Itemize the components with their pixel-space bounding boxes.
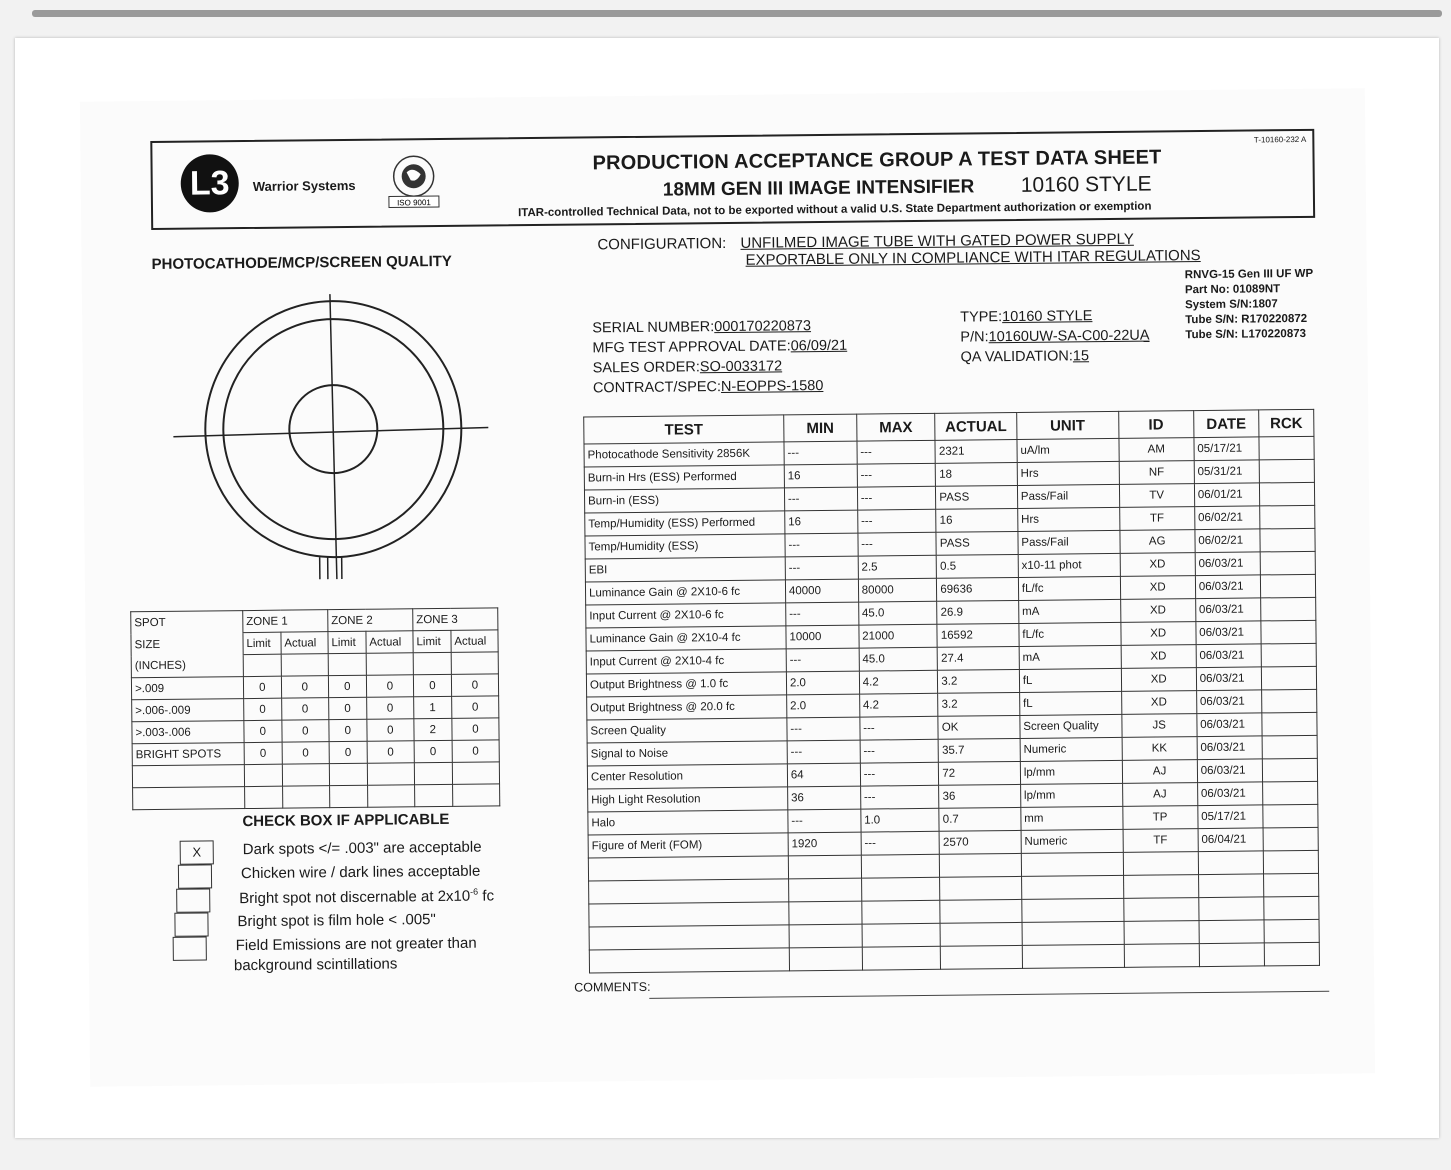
table-cell: 45.0 bbox=[859, 647, 938, 671]
sheet-style: 10160 STYLE bbox=[1020, 172, 1152, 197]
table-cell: Numeric bbox=[1020, 737, 1122, 761]
table-cell bbox=[861, 877, 940, 901]
spot-cell: 0 bbox=[451, 674, 498, 696]
table-cell: OK bbox=[938, 715, 1020, 739]
table-cell bbox=[1263, 827, 1318, 851]
table-cell: --- bbox=[857, 440, 936, 464]
table-cell: AG bbox=[1120, 530, 1195, 554]
spot-cell bbox=[329, 785, 367, 807]
spot-cell: >.009 bbox=[131, 677, 243, 700]
table-cell: 2321 bbox=[935, 439, 1017, 463]
table-cell: --- bbox=[861, 831, 940, 855]
spot-cell: 0 bbox=[452, 740, 499, 762]
table-cell bbox=[1199, 920, 1265, 944]
spot-cell: 0 bbox=[328, 675, 366, 697]
table-cell bbox=[788, 855, 861, 879]
table-cell: Luminance Gain @ 2X10-4 fc bbox=[586, 626, 786, 651]
table-cell: 3.2 bbox=[938, 692, 1020, 716]
spot-cell: 0 bbox=[243, 676, 281, 698]
table-cell: --- bbox=[860, 716, 939, 740]
table-cell: fL/fc bbox=[1019, 622, 1121, 646]
table-cell: XD bbox=[1120, 622, 1195, 646]
table-cell: 16 bbox=[936, 508, 1018, 532]
spot-cell: 0 bbox=[244, 720, 282, 742]
table-cell: --- bbox=[784, 441, 857, 465]
table-cell: --- bbox=[785, 556, 858, 580]
table-cell bbox=[589, 902, 789, 927]
l3-logo: L3 bbox=[180, 154, 239, 213]
table-cell: --- bbox=[786, 602, 859, 626]
table-cell bbox=[1262, 735, 1317, 759]
part-number: 10160UW-SA-C00-22UA bbox=[988, 327, 1150, 346]
column-header-actual: ACTUAL bbox=[935, 412, 1017, 440]
table-cell: 2.5 bbox=[858, 555, 937, 579]
table-cell bbox=[789, 924, 862, 948]
table-cell: 45.0 bbox=[858, 601, 937, 625]
checkbox-label-2: Chicken wire / dark lines acceptable bbox=[240, 862, 481, 883]
table-cell: 05/17/21 bbox=[1198, 805, 1264, 829]
column-header-max: MAX bbox=[856, 413, 935, 441]
table-cell bbox=[861, 854, 940, 878]
spot-cell bbox=[367, 763, 414, 785]
photocathode-target-diagram bbox=[167, 287, 500, 590]
table-cell: JS bbox=[1121, 714, 1196, 738]
table-cell bbox=[940, 876, 1022, 900]
table-cell: --- bbox=[787, 740, 860, 764]
contract-spec: N-EOPPS-1580 bbox=[720, 377, 824, 396]
column-header-test: TEST bbox=[584, 415, 784, 444]
column-header-rck: RCK bbox=[1259, 409, 1314, 437]
checkbox-label-3: Bright spot not discernable at $2x10^{-6}$ fc bbox=[239, 886, 495, 908]
table-cell: 06/02/21 bbox=[1194, 506, 1260, 530]
spot-cell bbox=[414, 784, 452, 806]
table-cell: XD bbox=[1120, 553, 1195, 577]
table-cell: fL bbox=[1019, 691, 1121, 715]
type-value: 10160 STYLE bbox=[1002, 308, 1093, 326]
table-cell: fL/fc bbox=[1018, 576, 1120, 600]
comments-label: COMMENTS: bbox=[574, 979, 651, 995]
spot-cell: 0 bbox=[452, 718, 499, 740]
table-cell: 36 bbox=[787, 786, 860, 810]
spot-cell: >.006-.009 bbox=[132, 699, 244, 722]
spot-cell: 0 bbox=[366, 675, 413, 697]
table-cell bbox=[1124, 921, 1199, 945]
table-cell: x10-11 phot bbox=[1018, 553, 1120, 577]
table-cell bbox=[1198, 851, 1264, 875]
table-cell: 05/17/21 bbox=[1194, 437, 1260, 461]
table-cell bbox=[862, 900, 941, 924]
table-cell: 21000 bbox=[859, 624, 938, 648]
table-cell: --- bbox=[857, 509, 936, 533]
table-cell: mA bbox=[1018, 599, 1120, 623]
table-cell bbox=[1021, 875, 1123, 899]
column-header-unit: UNIT bbox=[1017, 411, 1119, 439]
table-cell: KK bbox=[1122, 737, 1197, 761]
table-cell bbox=[1261, 597, 1316, 621]
checkbox-section-title: CHECK BOX IF APPLICABLE bbox=[242, 810, 450, 831]
table-cell: --- bbox=[860, 762, 939, 786]
table-cell: EBI bbox=[585, 557, 785, 582]
table-cell: Luminance Gain @ 2X10-6 fc bbox=[585, 580, 785, 605]
table-cell: XD bbox=[1121, 645, 1196, 669]
table-cell bbox=[1199, 943, 1265, 967]
spot-cell bbox=[133, 787, 245, 810]
table-cell: 06/03/21 bbox=[1197, 736, 1263, 760]
table-cell: --- bbox=[860, 739, 939, 763]
table-cell: --- bbox=[788, 809, 861, 833]
spot-cell: 0 bbox=[281, 676, 328, 698]
table-cell: --- bbox=[787, 717, 860, 741]
column-header-date: DATE bbox=[1193, 410, 1259, 438]
table-cell: 06/02/21 bbox=[1195, 529, 1261, 553]
spot-size-table: SPOT ZONE 1 ZONE 2 ZONE 3 SIZE Limit Actual Limit Actual Limit Actual (INCHES) >.009 0 0 0 0 0 0 >.006-.009 0 0 0 0 1 0 >.003-.006 0 0 0 0 2 0 BRIGHT SPOTS 0 0 0 0 0 0 bbox=[130, 607, 500, 810]
checkbox-2[interactable] bbox=[178, 864, 212, 888]
table-cell bbox=[1263, 850, 1318, 874]
table-cell bbox=[1260, 528, 1315, 552]
checkbox-3[interactable] bbox=[176, 888, 210, 912]
table-cell bbox=[1123, 875, 1198, 899]
table-cell: 40000 bbox=[785, 579, 858, 603]
table-cell: 06/03/21 bbox=[1196, 621, 1262, 645]
table-cell: Figure of Merit (FOM) bbox=[588, 833, 788, 858]
table-cell: 16 bbox=[784, 464, 857, 488]
table-cell: Burn-in (ESS) bbox=[584, 488, 784, 513]
spot-row bbox=[133, 784, 500, 810]
table-cell bbox=[1260, 551, 1315, 575]
table-cell: 2.0 bbox=[787, 694, 860, 718]
table-cell bbox=[1261, 620, 1316, 644]
spot-cell: 1 bbox=[414, 696, 452, 718]
spot-cell bbox=[414, 762, 452, 784]
table-cell: 69636 bbox=[937, 577, 1019, 601]
zone-1-header: ZONE 1 bbox=[243, 610, 328, 633]
table-cell: 06/03/21 bbox=[1195, 598, 1261, 622]
table-cell: 06/03/21 bbox=[1196, 667, 1262, 691]
table-cell bbox=[788, 878, 861, 902]
table-cell bbox=[1198, 874, 1264, 898]
table-cell: 4.2 bbox=[859, 670, 938, 694]
spot-cell bbox=[452, 784, 499, 806]
itar-notice: ITAR-controlled Technical Data, not to be exported without a valid U.S. State Department authorization or exemption bbox=[518, 200, 1152, 220]
table-cell: 16 bbox=[785, 510, 858, 534]
table-cell: --- bbox=[784, 487, 857, 511]
sales-order: SO-0033172 bbox=[699, 358, 783, 376]
spot-cell bbox=[282, 764, 329, 786]
table-cell: --- bbox=[785, 533, 858, 557]
table-cell: 1920 bbox=[788, 832, 861, 856]
table-cell: 26.9 bbox=[937, 600, 1019, 624]
table-cell bbox=[941, 945, 1023, 969]
table-cell: 35.7 bbox=[938, 738, 1020, 762]
table-cell: PASS bbox=[936, 531, 1018, 555]
table-cell bbox=[589, 879, 789, 904]
sheet-title: PRODUCTION ACCEPTANCE GROUP A TEST DATA SHEET bbox=[592, 146, 1162, 175]
table-cell: lp/mm bbox=[1020, 760, 1122, 784]
table-cell bbox=[1264, 896, 1319, 920]
table-cell: 4.2 bbox=[859, 693, 938, 717]
table-cell: 36 bbox=[939, 784, 1021, 808]
table-cell: AJ bbox=[1122, 783, 1197, 807]
company-name: Warrior Systems bbox=[252, 177, 356, 194]
spot-cell: 0 bbox=[367, 741, 414, 763]
spot-cell: 0 bbox=[367, 719, 414, 741]
spot-cell: 0 bbox=[329, 741, 367, 763]
table-cell: 06/03/21 bbox=[1197, 782, 1263, 806]
spot-cell: 0 bbox=[282, 720, 329, 742]
iso-registered-seal-icon bbox=[382, 152, 445, 211]
table-cell: 64 bbox=[787, 763, 860, 787]
table-cell: Temp/Humidity (ESS) Performed bbox=[585, 511, 785, 536]
spot-cell: >.003-.006 bbox=[132, 721, 244, 744]
table-cell: Halo bbox=[588, 810, 788, 835]
spot-cell: 2 bbox=[414, 718, 452, 740]
qa-validation: 15 bbox=[1072, 348, 1090, 365]
table-cell bbox=[1123, 852, 1198, 876]
table-cell: 06/03/21 bbox=[1195, 552, 1261, 576]
comments-line bbox=[649, 991, 1329, 999]
table-cell: Hrs bbox=[1017, 461, 1119, 485]
table-cell bbox=[1259, 436, 1314, 460]
spot-cell bbox=[244, 764, 282, 786]
table-cell: XD bbox=[1121, 691, 1196, 715]
table-cell bbox=[940, 922, 1022, 946]
table-cell: Burn-in Hrs (ESS) Performed bbox=[584, 465, 784, 490]
table-cell: Center Resolution bbox=[587, 764, 787, 789]
table-cell: TP bbox=[1122, 806, 1197, 830]
table-cell bbox=[1262, 758, 1317, 782]
checkbox-label-1: Dark spots </= .003" are acceptable bbox=[242, 838, 482, 859]
table-cell bbox=[1259, 459, 1314, 483]
table-cell: 3.2 bbox=[938, 669, 1020, 693]
column-header-min: MIN bbox=[784, 414, 857, 442]
section-title: PHOTOCATHODE/MCP/SCREEN QUALITY bbox=[151, 252, 452, 274]
checkbox-1[interactable]: X bbox=[180, 840, 214, 864]
table-cell: lp/mm bbox=[1020, 783, 1122, 807]
table-cell: --- bbox=[857, 463, 936, 487]
table-cell: TV bbox=[1119, 484, 1194, 508]
table-cell bbox=[588, 856, 788, 881]
table-cell: XD bbox=[1121, 668, 1196, 692]
table-cell bbox=[1199, 897, 1265, 921]
table-cell: mA bbox=[1019, 645, 1121, 669]
table-cell: uA/lm bbox=[1017, 438, 1119, 462]
table-cell: 06/04/21 bbox=[1198, 828, 1264, 852]
spot-cell bbox=[132, 765, 244, 788]
table-cell: 05/31/21 bbox=[1194, 460, 1260, 484]
table-cell bbox=[1263, 804, 1318, 828]
test-results-table bbox=[583, 409, 1320, 974]
table-cell: 0.7 bbox=[939, 807, 1021, 831]
order-fields: SERIAL NUMBER:000170220873 MFG TEST APPROVAL DATE:06/09/21 SALES ORDER:SO-0033172 CONTRACT/SPEC:N-EOPPS-1580 bbox=[592, 318, 848, 397]
spot-cell: 0 bbox=[451, 696, 498, 718]
table-cell: Hrs bbox=[1018, 507, 1120, 531]
svg-text:ISO 9001: ISO 9001 bbox=[397, 198, 431, 208]
table-cell: Pass/Fail bbox=[1018, 530, 1120, 554]
table-cell: Pass/Fail bbox=[1017, 484, 1119, 508]
configuration-line2: EXPORTABLE ONLY IN COMPLIANCE WITH ITAR REGULATIONS bbox=[745, 247, 1201, 269]
spot-cell: 0 bbox=[282, 742, 329, 764]
table-cell: 18 bbox=[936, 462, 1018, 486]
table-cell bbox=[862, 923, 941, 947]
table-cell: --- bbox=[786, 648, 859, 672]
table-cell: fL bbox=[1019, 668, 1121, 692]
table-cell: 80000 bbox=[858, 578, 937, 602]
spot-cell bbox=[244, 786, 282, 808]
table-cell: 06/03/21 bbox=[1196, 644, 1262, 668]
configuration: CONFIGURATION: UNFILMED IMAGE TUBE WITH GATED POWER SUPPLY EXPORTABLE ONLY IN COMPLIANCE WITH ITAR REGULATIONS bbox=[597, 230, 1201, 269]
table-cell bbox=[940, 853, 1022, 877]
table-cell bbox=[1261, 643, 1316, 667]
table-cell: Output Brightness @ 1.0 fc bbox=[586, 672, 786, 697]
table-cell: --- bbox=[857, 486, 936, 510]
table-cell bbox=[862, 946, 941, 970]
table-cell bbox=[1022, 921, 1124, 945]
table-cell: 2.0 bbox=[786, 671, 859, 695]
table-cell: Input Current @ 2X10-4 fc bbox=[586, 649, 786, 674]
table-cell: TF bbox=[1119, 507, 1194, 531]
table-cell: 2570 bbox=[939, 830, 1021, 854]
table-cell: AJ bbox=[1122, 760, 1197, 784]
spot-cell: 0 bbox=[281, 698, 328, 720]
device-info: RNVG-15 Gen III UF WP Part No: 01089NT System S/N:1807 Tube S/N: R170220872 Tube S/N: L170220873 bbox=[1184, 267, 1314, 342]
table-cell: AM bbox=[1119, 438, 1194, 462]
spot-cell: BRIGHT SPOTS bbox=[132, 743, 244, 766]
table-cell: Signal to Noise bbox=[587, 741, 787, 766]
table-cell: --- bbox=[858, 532, 937, 556]
table-cell bbox=[589, 925, 789, 950]
table-cell bbox=[1022, 944, 1124, 968]
table-cell bbox=[940, 899, 1022, 923]
table-cell: 72 bbox=[939, 761, 1021, 785]
table-cell: NF bbox=[1119, 461, 1194, 485]
spot-cell: 0 bbox=[366, 697, 413, 719]
table-cell bbox=[1264, 873, 1319, 897]
spot-cell: 0 bbox=[329, 719, 367, 741]
table-cell: 06/03/21 bbox=[1197, 759, 1263, 783]
table-cell: Input Current @ 2X10-6 fc bbox=[586, 603, 786, 628]
table-cell bbox=[1260, 574, 1315, 598]
checkbox-label-5: Field Emissions are not greater than bbox=[235, 934, 477, 955]
checkbox-label-4: Bright spot is film hole < .005" bbox=[237, 911, 436, 931]
table-cell bbox=[789, 901, 862, 925]
table-cell bbox=[1124, 944, 1199, 968]
spot-cell bbox=[329, 763, 367, 785]
header-box bbox=[150, 129, 1315, 230]
type-fields: TYPE:10160 STYLE P/N:10160UW-SA-C00-22UA QA VALIDATION:15 bbox=[960, 308, 1150, 366]
viewer-top-bar bbox=[32, 10, 1442, 17]
table-cell: 27.4 bbox=[937, 646, 1019, 670]
table-cell: Output Brightness @ 20.0 fc bbox=[587, 695, 787, 720]
spot-cell: 0 bbox=[244, 742, 282, 764]
table-cell: 06/01/21 bbox=[1194, 483, 1260, 507]
table-cell: XD bbox=[1120, 576, 1195, 600]
table-cell: 10000 bbox=[786, 625, 859, 649]
checkbox-label-continuation: background scintillations bbox=[233, 955, 398, 975]
column-header-id: ID bbox=[1118, 411, 1193, 439]
table-cell: 06/03/21 bbox=[1196, 690, 1262, 714]
zone-2-header: ZONE 2 bbox=[328, 609, 413, 632]
checkbox-4[interactable] bbox=[174, 912, 208, 936]
table-cell bbox=[1022, 898, 1124, 922]
table-cell: mm bbox=[1021, 806, 1123, 830]
test-data-sheet bbox=[80, 88, 1375, 1086]
sheet-subtitle: 18MM GEN III IMAGE INTENSIFIER bbox=[662, 176, 975, 201]
table-cell: 16592 bbox=[937, 623, 1019, 647]
form-number: T-10160-232 A bbox=[1253, 134, 1307, 145]
table-cell: 0.5 bbox=[937, 554, 1019, 578]
table-cell bbox=[1264, 919, 1319, 943]
configuration-line1: UNFILMED IMAGE TUBE WITH GATED POWER SUPPLY bbox=[740, 230, 1134, 252]
table-cell: 06/03/21 bbox=[1197, 713, 1263, 737]
spot-cell: 0 bbox=[329, 697, 367, 719]
spot-cell bbox=[367, 785, 414, 807]
table-cell: Photocathode Sensitivity 2856K bbox=[584, 442, 784, 467]
table-cell bbox=[1262, 712, 1317, 736]
table-cell: PASS bbox=[936, 485, 1018, 509]
checkbox-5[interactable] bbox=[173, 936, 207, 960]
table-cell: Screen Quality bbox=[587, 718, 787, 743]
spot-cell bbox=[282, 786, 329, 808]
table-cell: 1.0 bbox=[861, 808, 940, 832]
spot-cell bbox=[452, 762, 499, 784]
zone-3-header: ZONE 3 bbox=[413, 608, 498, 631]
table-cell bbox=[789, 947, 862, 971]
table-cell: --- bbox=[860, 785, 939, 809]
table-cell bbox=[589, 948, 789, 973]
serial-number: 000170220873 bbox=[714, 318, 812, 336]
table-cell bbox=[1260, 505, 1315, 529]
table-cell: XD bbox=[1120, 599, 1195, 623]
spot-cell: 0 bbox=[414, 740, 452, 762]
table-cell: Temp/Humidity (ESS) bbox=[585, 534, 785, 559]
table-cell: 06/03/21 bbox=[1195, 575, 1261, 599]
spot-cell: 0 bbox=[413, 674, 451, 696]
table-cell: High Light Resolution bbox=[588, 787, 788, 812]
spot-cell: 0 bbox=[244, 698, 282, 720]
table-cell bbox=[1021, 852, 1123, 876]
table-cell bbox=[1262, 689, 1317, 713]
table-cell bbox=[1264, 942, 1319, 966]
table-cell bbox=[1263, 781, 1318, 805]
table-cell bbox=[1261, 666, 1316, 690]
table-cell bbox=[1260, 482, 1315, 506]
table-cell bbox=[1123, 898, 1198, 922]
table-cell: Screen Quality bbox=[1020, 714, 1122, 738]
table-cell: Numeric bbox=[1021, 829, 1123, 853]
mfg-test-approval-date: 06/09/21 bbox=[790, 337, 848, 355]
table-cell: TF bbox=[1123, 829, 1198, 853]
